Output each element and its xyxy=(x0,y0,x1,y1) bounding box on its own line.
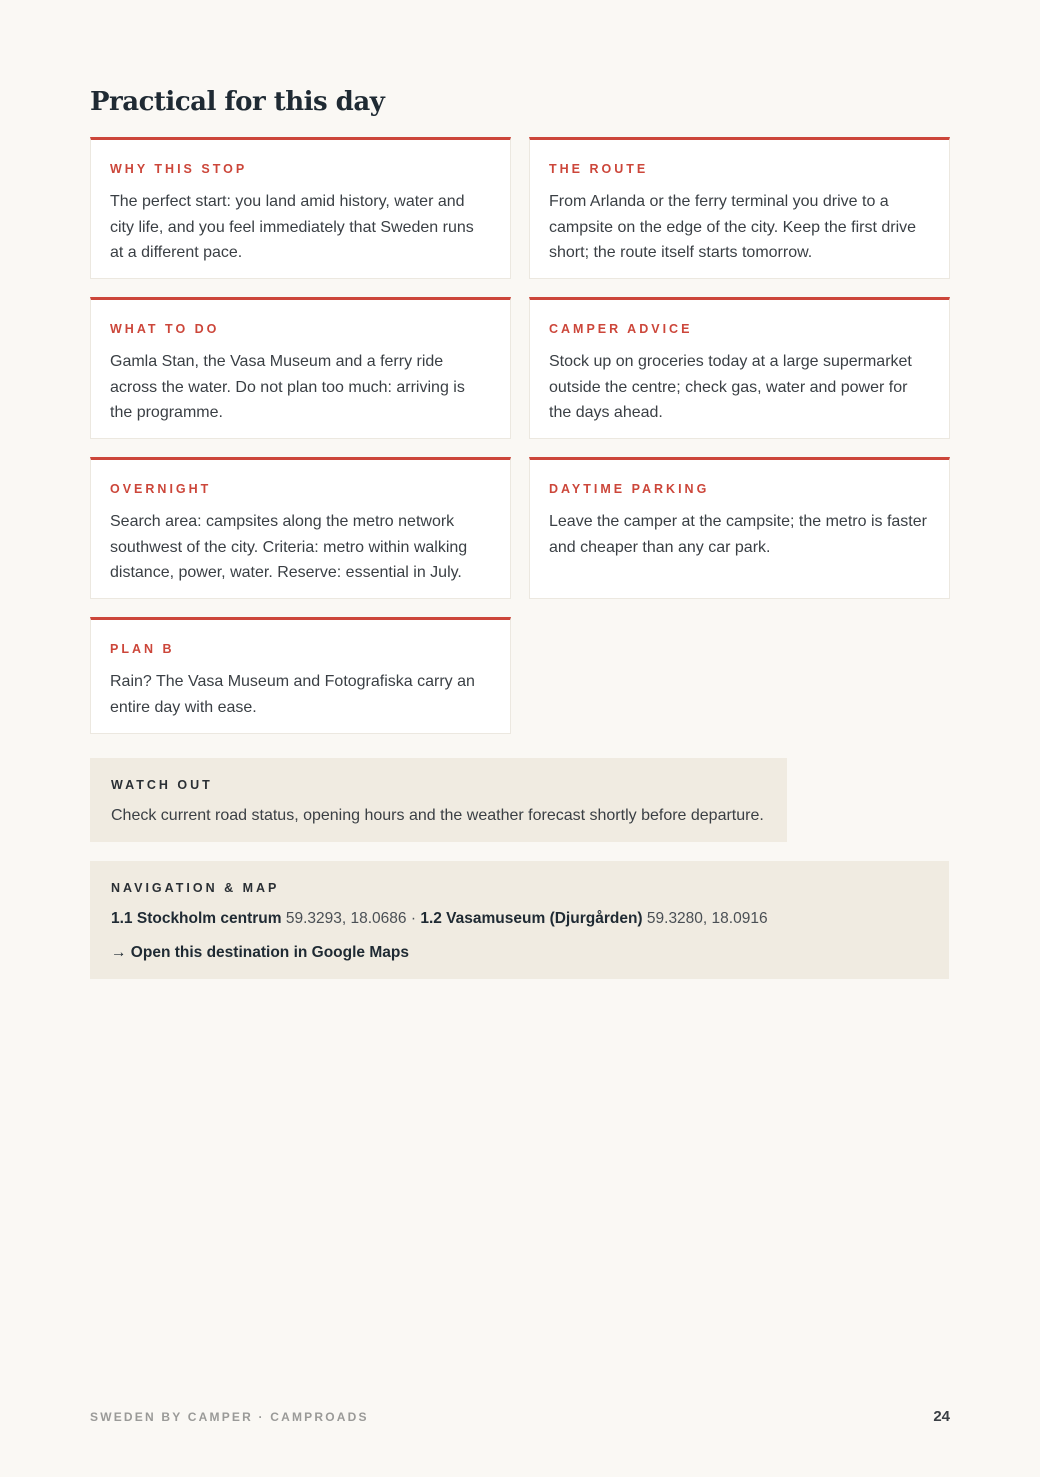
card-label: THE ROUTE xyxy=(549,162,649,176)
card-body: The perfect start: you land amid history, water and city life, and you feel immediately that Sweden runs at a different pace. xyxy=(110,193,474,261)
navigation-box xyxy=(90,861,949,979)
watch-out-body: Check current road status, opening hours and the weather forecast shortly before departure. xyxy=(111,807,764,824)
navigation-stops xyxy=(111,908,928,930)
card-body: Stock up on groceries today at a large supermarket outside the centre; check gas, water and power for the days ahead. xyxy=(549,353,912,421)
card-overnight xyxy=(90,457,511,599)
page-title: Practical for this day xyxy=(90,87,385,117)
card-why-this-stop xyxy=(90,137,511,279)
page-number: 24 xyxy=(933,1408,950,1425)
stop-separator: · xyxy=(410,910,417,927)
card-label: WHY THIS STOP xyxy=(110,162,248,176)
stop-2-coords: 59.3280, 18.0916 xyxy=(646,910,768,927)
footer-publication: SWEDEN BY CAMPER · CAMPROADS xyxy=(90,1410,369,1424)
card-label: DAYTIME PARKING xyxy=(549,482,710,496)
card-body: Rain? The Vasa Museum and Fotografiska carry an entire day with ease. xyxy=(110,673,475,716)
card-body: Gamla Stan, the Vasa Museum and a ferry ride across the water. Do not plan too much: arriving is the programme. xyxy=(110,353,465,421)
card-the-route xyxy=(529,137,950,279)
card-plan-b xyxy=(90,617,511,734)
watch-out-label: WATCH OUT xyxy=(111,778,213,792)
stop-1-coords: 59.3293, 18.0686 xyxy=(285,910,407,927)
stop-1-name: 1.1 Stockholm centrum xyxy=(111,910,282,927)
navigation-label: NAVIGATION & MAP xyxy=(111,881,280,895)
card-body: Leave the camper at the campsite; the metro is faster and cheaper than any car park. xyxy=(549,513,927,556)
card-what-to-do xyxy=(90,297,511,439)
watch-out-box xyxy=(90,758,787,842)
card-label: PLAN B xyxy=(110,642,175,656)
card-daytime-parking xyxy=(529,457,950,599)
google-maps-link[interactable]: → Open this destination in Google Maps xyxy=(111,944,409,961)
card-camper-advice xyxy=(529,297,950,439)
card-label: OVERNIGHT xyxy=(110,482,212,496)
card-label: WHAT TO DO xyxy=(110,322,220,336)
stop-2-name: 1.2 Vasamuseum (Djurgården) xyxy=(420,910,643,927)
card-label: CAMPER ADVICE xyxy=(549,322,693,336)
card-body: Search area: campsites along the metro network southwest of the city. Criteria: metro within walking distance, power, water. Reserve: essential in July. xyxy=(110,513,468,581)
card-body: From Arlanda or the ferry terminal you drive to a campsite on the edge of the city. Keep the first drive short; the route itself starts tomorrow. xyxy=(549,193,917,261)
